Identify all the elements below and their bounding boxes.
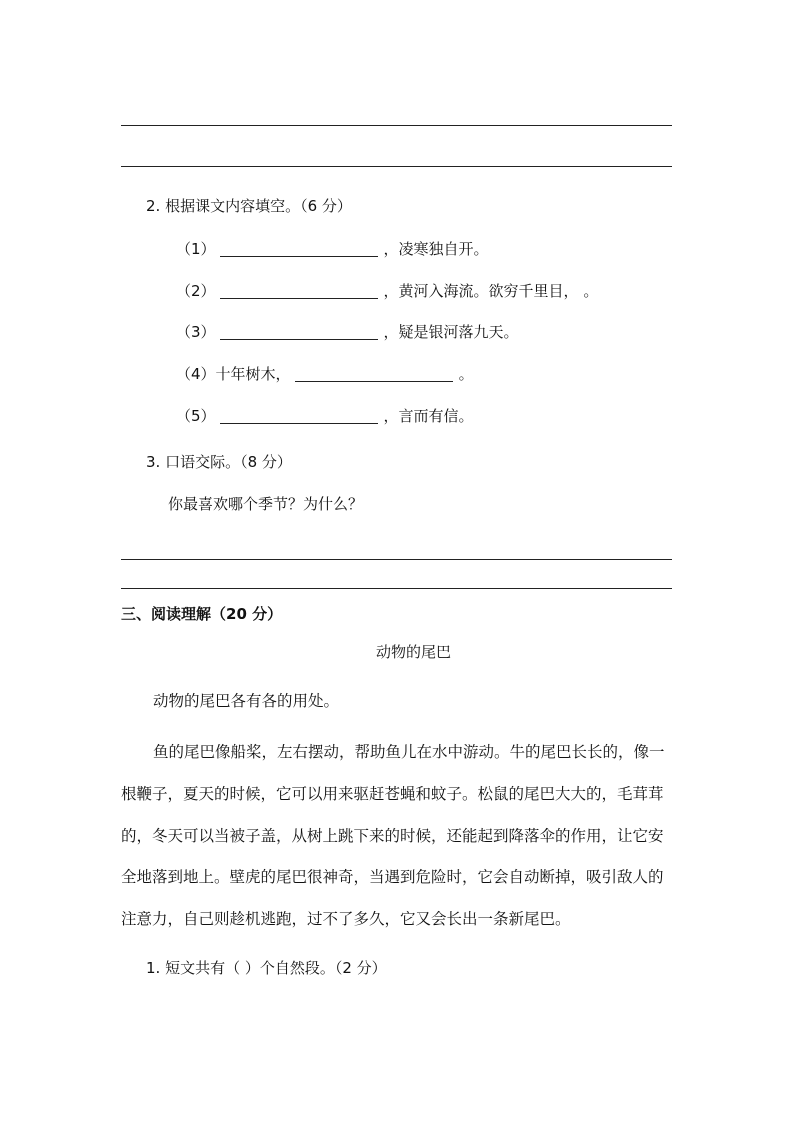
- q2-item-3: [176, 321, 519, 342]
- passage-line-4: 全地落到地上。壁虎的尾巴很神奇，当遇到危险时，它会自动断掉，吸引敌人的: [121, 868, 664, 886]
- answer-line-2[interactable]: [121, 166, 672, 167]
- q2-heading: 2. 根据课文内容填空。（6 分）: [146, 197, 352, 215]
- item-text: ，疑是银河落九天。: [383, 323, 519, 341]
- item-number: （1）: [176, 240, 216, 258]
- q2-item-1: [176, 238, 489, 259]
- answer-line-4[interactable]: [121, 588, 672, 589]
- passage-line-5: 注意力，自己则趁机逃跑，过不了多久，它又会长出一条新尾巴。: [121, 910, 571, 928]
- passage-title: 动物的尾巴: [376, 643, 452, 661]
- fill-blank-3[interactable]: [220, 324, 378, 340]
- answer-line-3[interactable]: [121, 559, 672, 560]
- fill-blank-1[interactable]: [220, 241, 378, 257]
- item-number: （2）: [176, 282, 216, 300]
- item-number: （4）: [176, 365, 216, 383]
- item-number: （3）: [176, 323, 216, 341]
- passage-line-3: 的，冬天可以当被子盖，从树上跳下来的时候，还能起到降落伞的作用，让它安: [121, 827, 664, 845]
- section-heading: 三、阅读理解（20 分）: [121, 605, 283, 623]
- fill-blank-4[interactable]: [295, 366, 453, 382]
- q2-item-5: [176, 405, 474, 426]
- item-text: ，言而有信。: [383, 407, 474, 425]
- passage-line-2: 根鞭子，夏天的时候，它可以用来驱赶苍蝇和蚊子。松鼠的尾巴大大的，毛茸茸: [121, 785, 664, 803]
- q3-heading: 3. 口语交际。（8 分）: [146, 453, 292, 471]
- item-text: ，凌寒独自开。: [383, 240, 489, 258]
- fill-blank-5[interactable]: [220, 408, 378, 424]
- reading-question-1: 1. 短文共有（ ）个自然段。（2 分）: [146, 959, 387, 977]
- passage-line-1: 鱼的尾巴像船桨，左右摆动，帮助鱼儿在水中游动。牛的尾巴长长的，像一: [153, 743, 665, 761]
- item-number: （5）: [176, 407, 216, 425]
- q2-item-2: [176, 280, 598, 301]
- answer-line-1[interactable]: [121, 125, 672, 126]
- item-text: 。: [458, 365, 474, 383]
- passage-paragraph-1: 动物的尾巴各有各的用处。: [153, 692, 340, 710]
- item-prefix: 十年树木，: [215, 365, 291, 383]
- item-text: ，黄河入海流。欲穷千里目， 。: [383, 282, 599, 300]
- q3-prompt: 你最喜欢哪个季节？为什么？: [168, 495, 364, 513]
- fill-blank-2[interactable]: [220, 283, 378, 299]
- q2-item-4: [176, 363, 474, 384]
